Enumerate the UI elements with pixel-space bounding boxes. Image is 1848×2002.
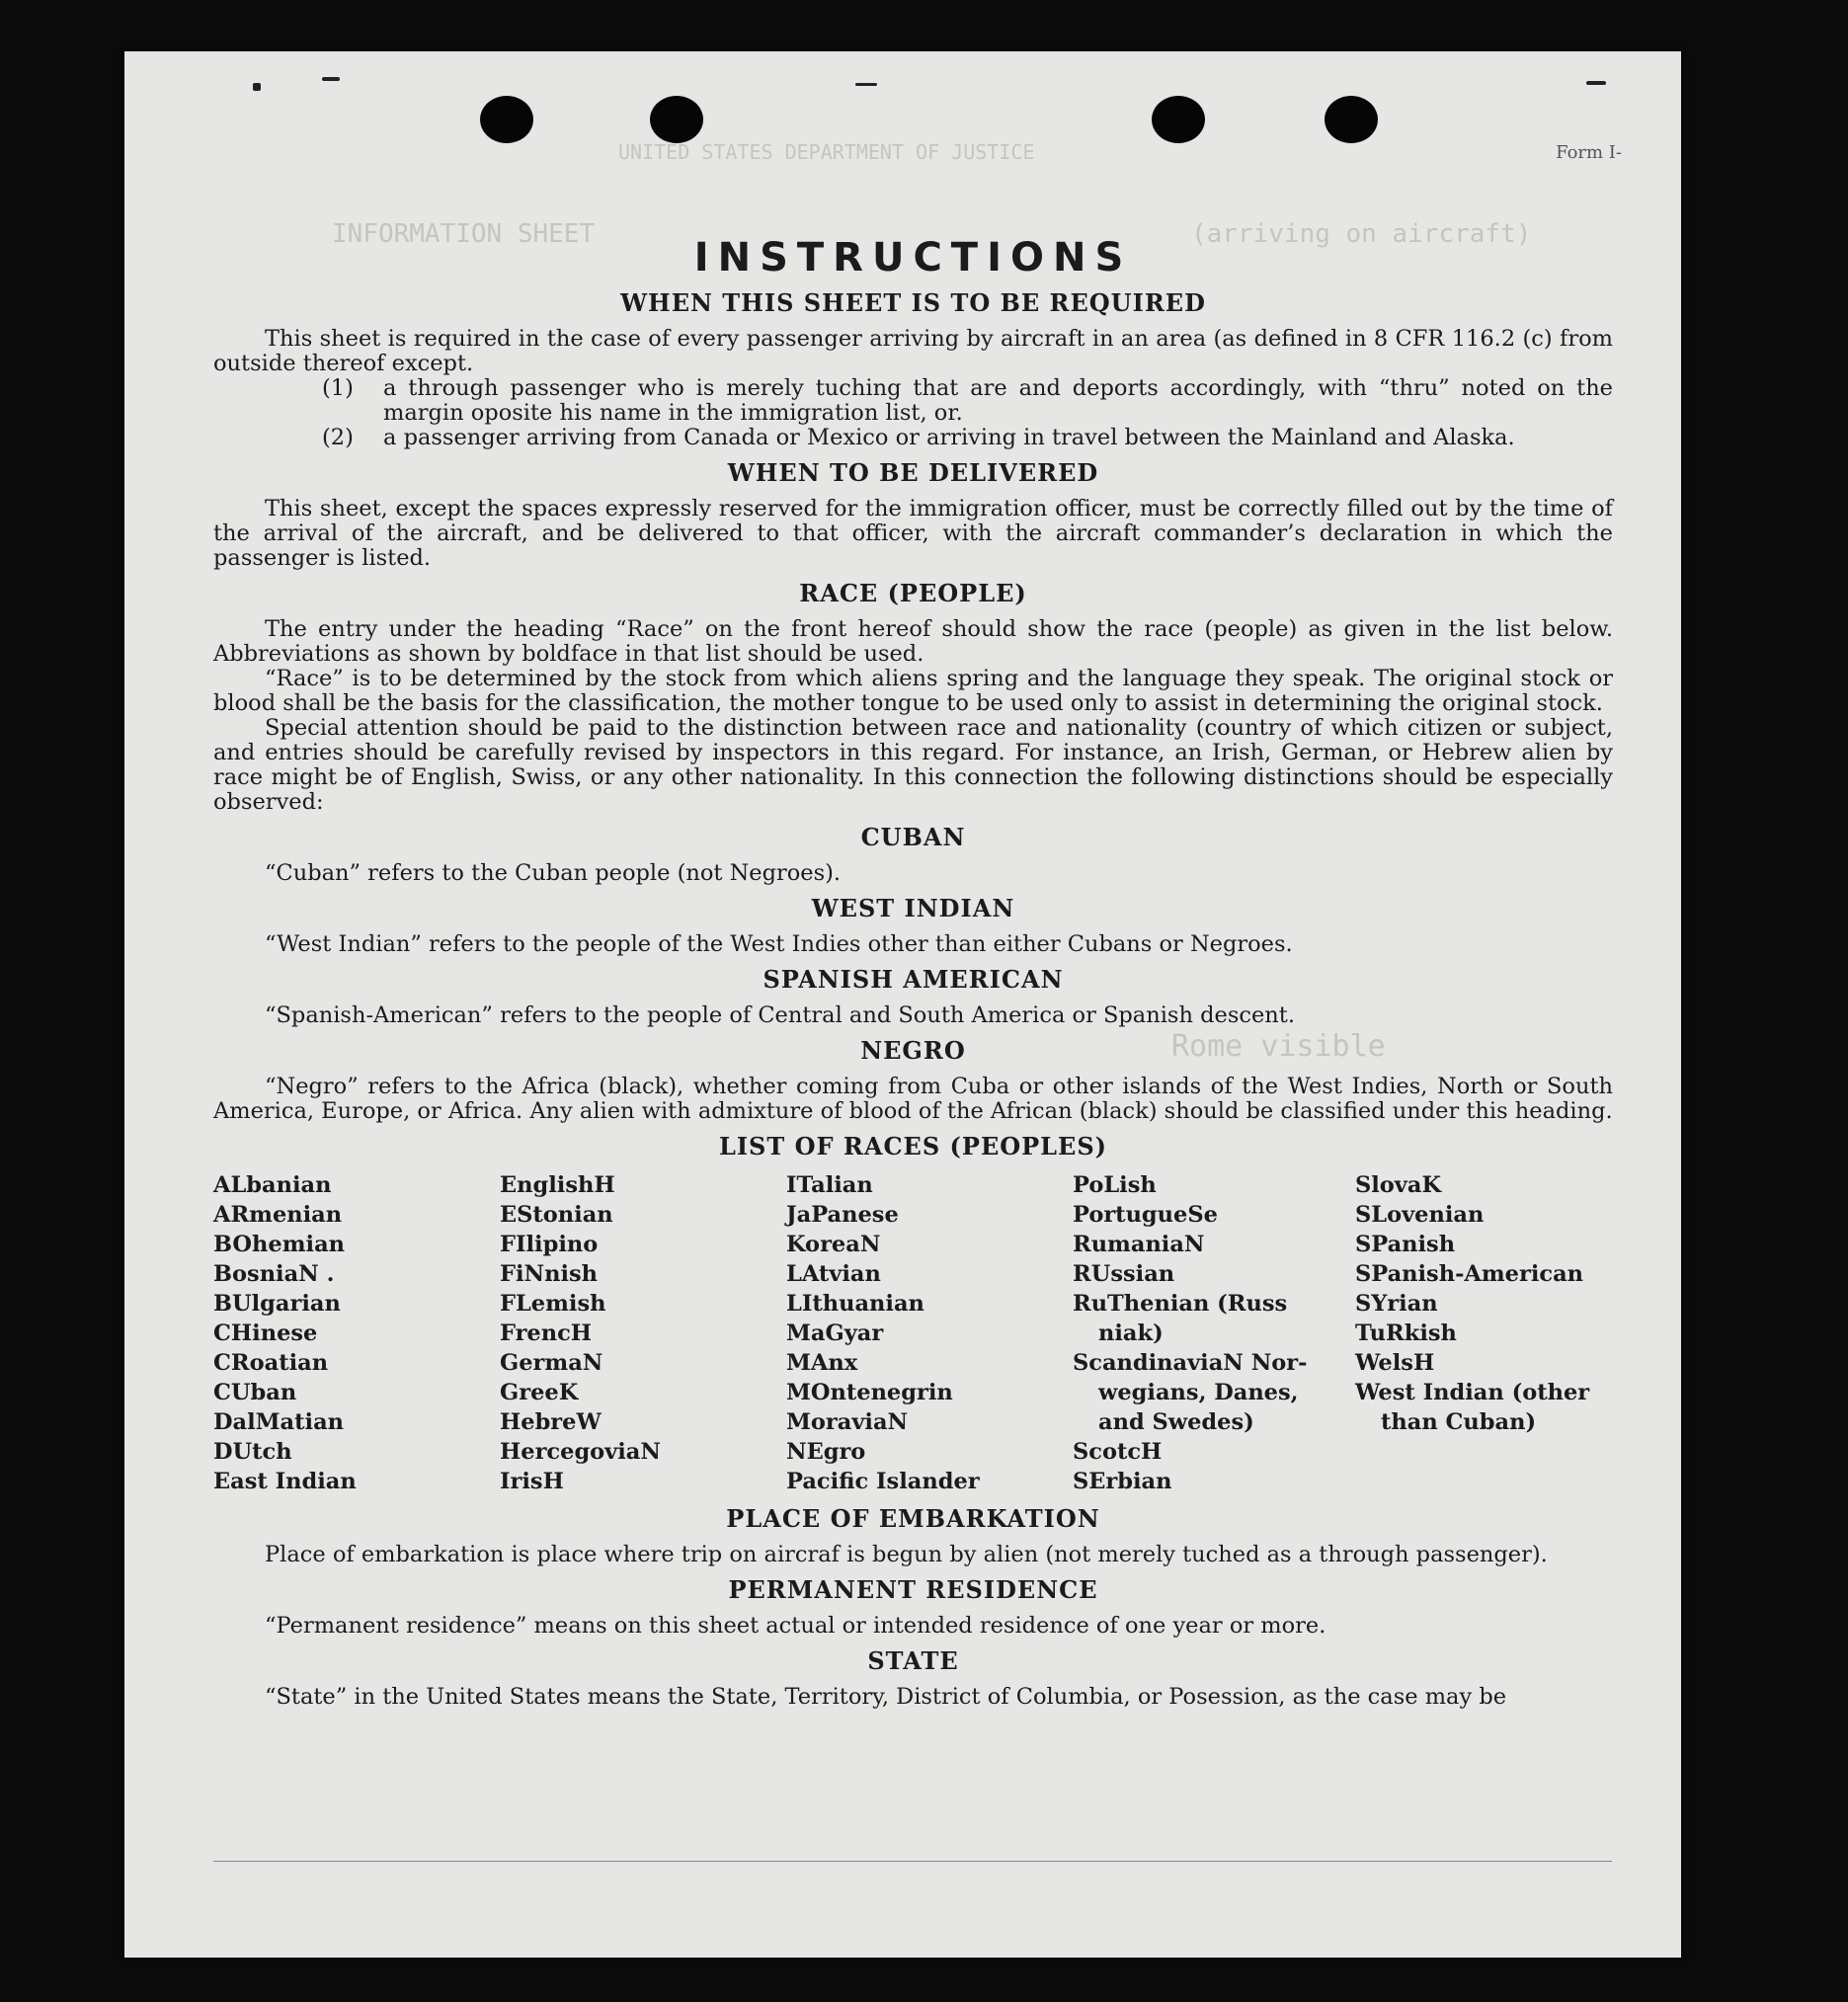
item-number: (2) bbox=[322, 425, 354, 450]
race-entry: WelsH bbox=[1355, 1350, 1435, 1376]
list-item bbox=[322, 426, 1613, 450]
race-entry: HebreW bbox=[500, 1409, 602, 1435]
race-entry: FIlipino bbox=[500, 1232, 599, 1257]
heading-permanent-residence: PERMANENT RESIDENCE bbox=[728, 1575, 1098, 1604]
race-entry: DalMatian bbox=[213, 1409, 345, 1435]
race-entry: FiNnish bbox=[500, 1261, 599, 1287]
race-entry: FrencH bbox=[500, 1321, 593, 1346]
races-column bbox=[1073, 1170, 1355, 1496]
race-entry: RumaniaN bbox=[1073, 1232, 1205, 1257]
race-entry: PortugueSe bbox=[1073, 1202, 1218, 1228]
race-entry: RuThenian (Russ bbox=[1073, 1291, 1288, 1317]
race-entry: MoraviaN bbox=[786, 1409, 909, 1435]
race-entry: East Indian bbox=[213, 1469, 357, 1494]
item-number: (1) bbox=[322, 375, 354, 401]
race-entry: ALbanian bbox=[213, 1172, 332, 1198]
item-text: a passenger arriving from Canada or Mexico or arriving in travel between the Mainland and Alaska. bbox=[383, 425, 1515, 450]
state-text: “State” in the United States means the State, Territory, District of Columbia, or Posession, as the case may be bbox=[265, 1684, 1507, 1710]
negro-text: “Negro” refers to the Africa (black), whether coming from Cuba or other islands of the West Indies, North or South America, Europe, or Africa. Any alien with admixture of blood of the African (black) should be classified under this heading. bbox=[213, 1074, 1613, 1124]
race-entry: SlovaK bbox=[1355, 1172, 1442, 1198]
heading-list-of-races: LIST OF RACES (PEOPLES) bbox=[718, 1132, 1108, 1161]
race-entry: TuRkish bbox=[1355, 1321, 1457, 1346]
race-entry: CRoatian bbox=[213, 1350, 329, 1376]
list-item bbox=[322, 376, 1613, 426]
race-entry: RUssian bbox=[1073, 1261, 1175, 1287]
races-column bbox=[1355, 1170, 1602, 1496]
races-column bbox=[500, 1170, 786, 1496]
race-entry: ScandinaviaN Nor- bbox=[1073, 1350, 1308, 1376]
instructions-body bbox=[213, 180, 1613, 1710]
heading-west-indian: WEST INDIAN bbox=[811, 894, 1015, 922]
race-paragraph: Special attention should be paid to the distinction between race and nationality (country of which citizen or subject, and entries should be carefully revised by inspectors in this regard. For instance, an Irish, German, or Hebrew alien by race might be of English, Swiss, or any other nationality. In this connection the following distinctions should be especially observed: bbox=[213, 715, 1613, 815]
race-entry: SErbian bbox=[1073, 1469, 1172, 1494]
race-entry: Pacific Islander bbox=[786, 1469, 980, 1494]
race-entry: wegians, Danes, bbox=[1098, 1380, 1299, 1405]
race-entry: KoreaN bbox=[786, 1232, 881, 1257]
heading-when-required: WHEN THIS SHEET IS TO BE REQUIRED bbox=[620, 288, 1206, 317]
race-entry: CHinese bbox=[213, 1321, 318, 1346]
race-entry: MOntenegrin bbox=[786, 1380, 953, 1405]
race-entry: CUban bbox=[213, 1380, 297, 1405]
race-entry: BosniaN . bbox=[213, 1261, 335, 1287]
race-entry: than Cuban) bbox=[1381, 1409, 1537, 1435]
race-entry: GermaN bbox=[500, 1350, 603, 1376]
races-column bbox=[786, 1170, 1073, 1496]
race-entry: GreeK bbox=[500, 1380, 579, 1405]
race-entry: HercegoviaN bbox=[500, 1439, 661, 1465]
race-paragraph: The entry under the heading “Race” on the front hereof should show the race (people) as given in the list below. Abbreviations as shown by boldface in that list should be used. bbox=[213, 616, 1613, 667]
footer-divider bbox=[213, 1861, 1612, 1862]
race-entry: IrisH bbox=[500, 1469, 564, 1494]
heading-negro: NEGRO bbox=[860, 1036, 966, 1065]
item-text: a through passenger who is merely tuching that are and deports accordingly, with “thru” noted on the margin oposite his name in the immigration list, or. bbox=[383, 375, 1613, 426]
race-entry: ITalian bbox=[786, 1172, 873, 1198]
race-entry: West Indian (other bbox=[1355, 1380, 1590, 1405]
race-entry: NEgro bbox=[786, 1439, 866, 1465]
heading-race: RACE (PEOPLE) bbox=[799, 579, 1027, 607]
punch-hole bbox=[650, 96, 703, 143]
race-entry: ARmenian bbox=[213, 1202, 343, 1228]
race-entry: DUtch bbox=[213, 1439, 292, 1465]
race-entry: PoLish bbox=[1073, 1172, 1157, 1198]
spanish-american-text: “Spanish-American” refers to the people of Central and South America or Spanish descent. bbox=[265, 1002, 1295, 1028]
page-title: INSTRUCTIONS bbox=[693, 235, 1133, 280]
race-entry: EStonian bbox=[500, 1202, 613, 1228]
race-entry: BUlgarian bbox=[213, 1291, 341, 1317]
heading-cuban: CUBAN bbox=[860, 823, 966, 851]
race-entry: and Swedes) bbox=[1098, 1409, 1254, 1435]
heading-embarkation: PLACE OF EMBARKATION bbox=[726, 1504, 1100, 1533]
west-indian-text: “West Indian” refers to the people of the West Indies other than either Cubans or Negroes. bbox=[265, 931, 1293, 957]
race-entry: FLemish bbox=[500, 1291, 606, 1317]
punch-hole bbox=[1325, 96, 1378, 143]
embarkation-text: Place of embarkation is place where trip on aircraf is begun by alien (not merely tuched as a through passenger). bbox=[265, 1542, 1548, 1567]
cuban-text: “Cuban” refers to the Cuban people (not Negroes). bbox=[265, 860, 842, 886]
document-page: UNITED STATES DEPARTMENT OF JUSTICE INFORMATION SHEET (arriving on aircraft) Rome visible Form I- INSTRUCTIONS WHEN THIS SHEET IS TO BE REQUIRED This sheet is required in the case of every passenger arriving by aircraft in an area (as defined in 8 CFR 116.2 (c) from outside thereof except. (1) a through passenger who is merely tuching that are and deports accordingly, with “thru” noted on the margin oposite his name in the immigration list, or. (2) a passenger arriving from Canada or Mexico or arriving in travel between the Mainland and Alaska. WHEN TO BE DELIVERED This sheet, except the spaces expressly reserved for the immigration officer, must be correctly filled out by the time of the arrival of the aircraft, and be delivered to that officer, with the aircraft commander’s declaration in which the passenger is listed. RACE (PEOPLE) The entry under the heading “Race” on the front hereof should show the race (people) as given in the list below. Abbreviations as shown by boldface in that list should be used. “Race” is to be determined by the stock from which aliens spring and the language they speak. The original stock or blood shall be the basis for the classification, the mother tongue to be used only to assist in determining the original stock. Special attention should be paid to the distinction between race and nationality (country of which citizen or subject, and entries should be carefully revised by inspectors in this regard. For instance, an Irish, German, or Hebrew alien by race might be of English, Swiss, or any other nationality. In this connection the following distinctions should be especially observed: CUBAN “Cuban” refers to the Cuban people (not Negroes). WEST INDIAN “West Indian” refers to the people of the West Indies other than either Cubans or Negroes. SPANISH AMERICAN “Spanish-American” refers to the people of Central and South America or Spanish descent. NEGRO “Negro” refers to the Africa (black), whether coming from Cuba or other islands of the West Indies, North or South America, Europe, or Africa. Any alien with admixture of blood of the African (black) should be classified under this heading. LIST OF RACES (PEOPLES) ALbanian ARmenian BOhemian BosniaN . BUlgarian CHinese CRoatian CUban DalMatian DUtch East Indian EnglishH EStonian FIlipino FiNnish FLemish FrencH GermaN GreeK HebreW HercegoviaN IrisH ITalian JaPanese KoreaN LAtvian LIthuanian MaGyar MAnx MOntenegrin MoraviaN NEgro Pacific Islander PoLish PortugueSe RumaniaN RUssian RuThenian (Russ niak) ScandinaviaN Nor- wegians, Danes, and Swedes) ScotcH SErbian SlovaK SLovenian SPanish SPanish-American SYrian TuRkish WelsH West Indian (other than Cuban) PLACE OF EMBARKATION Place of embarkation is place where trip on aircraf is begun by alien (not merely tuched as a through passenger). PERMANENT RESIDENCE “Permanent residence” means on this sheet actual or intended residence of one year or more. STATE “State” in the United States means the State, Territory, District of Columbia, or Posession, as the case may be bbox=[124, 51, 1681, 1958]
race-entry: JaPanese bbox=[786, 1202, 899, 1228]
race-entry: LIthuanian bbox=[786, 1291, 924, 1317]
race-entry: BOhemian bbox=[213, 1232, 346, 1257]
heading-state: STATE bbox=[867, 1646, 959, 1675]
race-entry: SYrian bbox=[1355, 1291, 1438, 1317]
form-number: Form I- bbox=[1556, 142, 1622, 163]
punch-hole bbox=[1152, 96, 1205, 143]
race-entry: EnglishH bbox=[500, 1172, 615, 1198]
race-entry: LAtvian bbox=[786, 1261, 881, 1287]
race-entry: SLovenian bbox=[1355, 1202, 1485, 1228]
races-column bbox=[213, 1170, 500, 1496]
race-entry: SPanish-American bbox=[1355, 1261, 1584, 1287]
heading-when-delivered: WHEN TO BE DELIVERED bbox=[727, 458, 1099, 487]
punch-hole bbox=[480, 96, 533, 143]
race-entry: MAnx bbox=[786, 1350, 858, 1376]
race-paragraph: “Race” is to be determined by the stock from which aliens spring and the language they speak. The original stock or blood shall be the basis for the classification, the mother tongue to be used only to assist in determining the original stock. bbox=[213, 666, 1613, 716]
heading-spanish-american: SPANISH AMERICAN bbox=[763, 965, 1064, 994]
race-entry: niak) bbox=[1098, 1321, 1164, 1346]
races-table bbox=[213, 1170, 1613, 1496]
race-entry: ScotcH bbox=[1073, 1439, 1163, 1465]
race-entry: MaGyar bbox=[786, 1321, 884, 1346]
residence-text: “Permanent residence” means on this sheet actual or intended residence of one year or more. bbox=[265, 1613, 1326, 1639]
when-delivered-text: This sheet, except the spaces expressly reserved for the immigration officer, must be correctly filled out by the time of the arrival of the aircraft, and be delivered to that officer, with the aircraft commander’s declaration in which the passenger is listed. bbox=[213, 496, 1613, 571]
race-entry: SPanish bbox=[1355, 1232, 1456, 1257]
when-required-intro: This sheet is required in the case of every passenger arriving by aircraft in an area (as defined in 8 CFR 116.2 (c) from outside thereof except. bbox=[213, 326, 1613, 376]
